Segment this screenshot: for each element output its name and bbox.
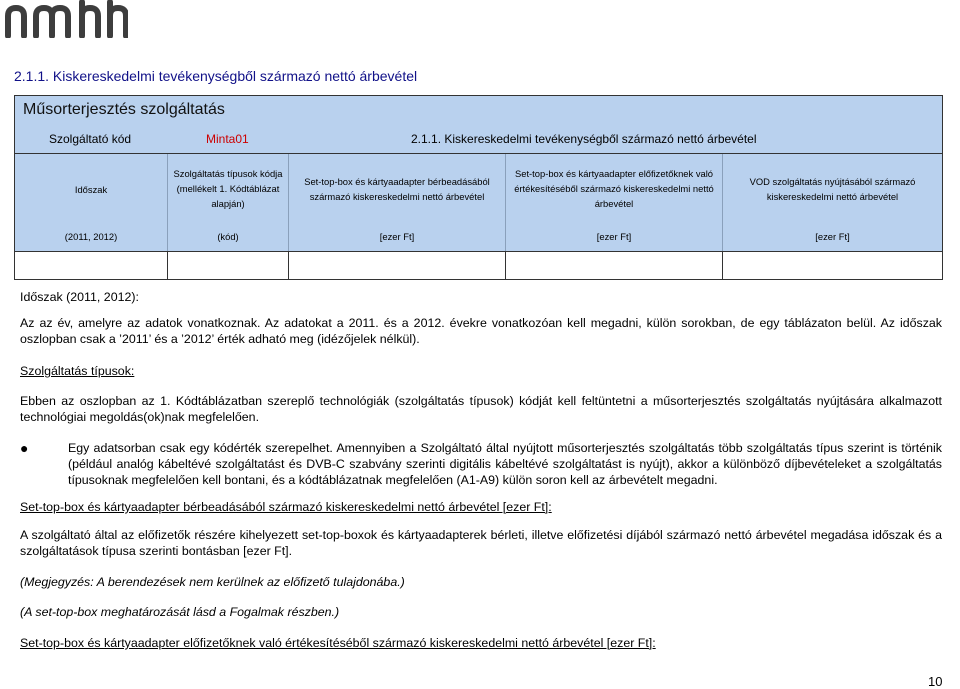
- column-unit: [ezer Ft]: [596, 231, 632, 242]
- bullet-text: Egy adatsorban csak egy kódérték szerepelhet. Amennyiben a Szolgáltató által nyújtott műsorterjesztés szolgáltatás több szolgáltatás típus szerint is történik (például analóg kábeltévé szolgáltatást és DVB-C szabvány szerinti digitális kábeltévé szolgáltatást is nyújt), akkor a különböző díjbevételeket a szolgáltatás típusoknak megfelelően kell bontani, és a kódtáblázatnak megfelelően (A1-A9) külön soron kell az árbevételt megadni.: [68, 441, 942, 487]
- note-definition: (A set-top-box meghatározását lásd a Fogalmak részben.): [20, 605, 340, 619]
- form-title-row: [14, 95, 943, 124]
- column-header-rental-revenue: [289, 154, 506, 251]
- column-header-period: [15, 154, 168, 251]
- column-title: VOD szolgáltatás nyújtásából származó kiskereskedelmi nettó árbevétel: [749, 176, 916, 202]
- provider-code-label: Szolgáltató kód: [49, 132, 132, 146]
- form-info-row: [14, 123, 943, 154]
- period-description: Az az év, amelyre az adatok vonatkoznak. Az adatokat a 2011. és a 2012. évekre vonatkozóan kell megadni, külön sorokban, de egy táblázaton belül. Az időszak oszlopban csak a ’2011’ és a ’2012’ érték adható meg (idézőjelek nélkül).: [20, 316, 942, 346]
- column-title: Időszak: [74, 184, 108, 195]
- note-ownership: (Megjegyzés: A berendezések nem kerülnek az előfizető tulajdonába.): [20, 575, 405, 589]
- rental-revenue-description: A szolgáltató által az előfizetők részére kihelyezett set-top-boxok és kártyaadapterek bérleti, illetve előfizetési díjából származó nettó árbevétel megadása időszak és a szolgáltatások típusa szerinti bontásban [ezer Ft].: [20, 528, 942, 558]
- column-header-sales-revenue: [506, 154, 723, 251]
- rental-revenue-cell[interactable]: [289, 252, 506, 279]
- data-form-table: [14, 95, 943, 280]
- column-unit: (2011, 2012): [64, 231, 118, 242]
- column-title: Set-top-box és kártyaadapter előfizetőknek való értékesítéséből származó kiskereskedelmi nettó árbevétel: [514, 168, 714, 209]
- section-heading: 2.1.1. Kiskereskedelmi tevékenységből származó nettó árbevétel: [14, 68, 418, 84]
- nmhh-logo: [2, 0, 128, 38]
- column-unit: [ezer Ft]: [379, 231, 415, 242]
- column-header-row: [14, 154, 943, 251]
- rental-revenue-heading: Set-top-box és kártyaadapter bérbeadásából származó kiskereskedelmi nettó árbevétel [ezer Ft]:: [20, 500, 552, 514]
- section-reference: 2.1.1. Kiskereskedelmi tevékenységből származó nettó árbevétel: [411, 132, 757, 146]
- column-header-vod-revenue: [723, 154, 942, 251]
- service-types-heading: Szolgáltatás típusok:: [20, 364, 135, 378]
- vod-revenue-cell[interactable]: [723, 252, 942, 279]
- column-header-service-type: [168, 154, 289, 251]
- period-heading: Időszak (2011, 2012):: [20, 290, 139, 304]
- service-types-description: Ebben az oszlopban az 1. Kódtáblázatban szereplő technológiák (szolgáltatás típusok) kódját kell feltüntetni a műsorterjesztés szolgáltatás nyújtására alkalmazott technológiai megoldás(ok)nak megfelelően.: [20, 394, 942, 424]
- sales-revenue-cell[interactable]: [506, 252, 723, 279]
- column-title: Szolgáltatás típusok kódja (mellékelt 1. Kódtáblázat alapján): [173, 168, 283, 209]
- bullet-icon: ●: [20, 440, 29, 456]
- sales-revenue-heading: Set-top-box és kártyaadapter előfizetőknek való értékesítéséből származó kiskereskedelmi nettó árbevétel [ezer Ft]:: [20, 636, 656, 650]
- form-title: Műsorterjesztés szolgáltatás: [23, 101, 225, 118]
- period-cell[interactable]: [15, 252, 168, 279]
- page-number: 10: [928, 674, 943, 689]
- table-row: [14, 251, 943, 280]
- column-unit: [ezer Ft]: [815, 231, 850, 242]
- column-title: Set-top-box és kártyaadapter bérbeadásából származó kiskereskedelmi nettó árbevétel: [304, 176, 490, 202]
- column-unit: (kód): [217, 231, 239, 242]
- service-type-cell[interactable]: [168, 252, 289, 279]
- provider-code-value: Minta01: [206, 132, 249, 146]
